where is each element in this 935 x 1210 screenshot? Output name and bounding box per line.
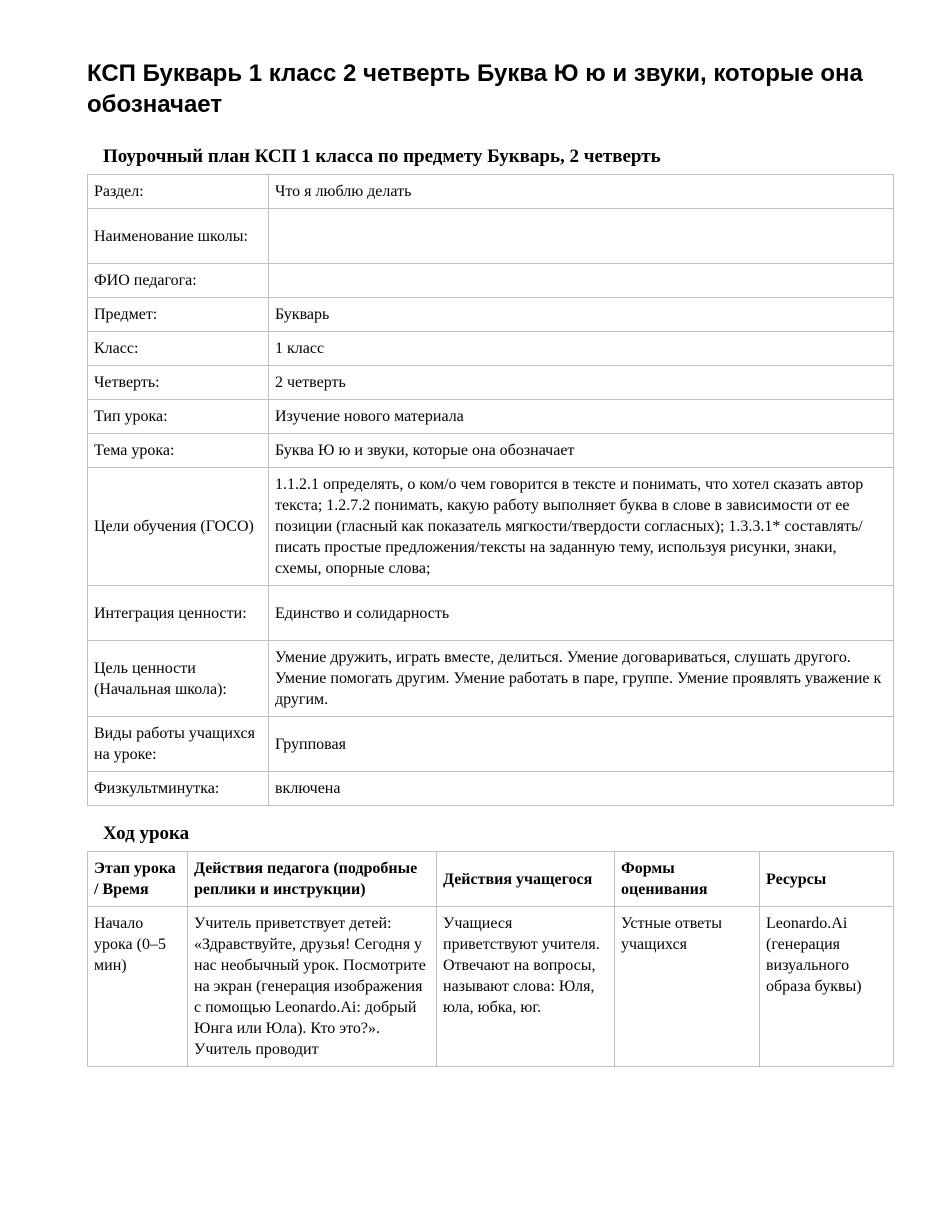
info-label: Виды работы учащихся на уроке: <box>88 717 269 772</box>
table-row <box>88 332 894 366</box>
column-header-stage: Этап урока / Время <box>88 852 188 907</box>
table-row <box>88 434 894 468</box>
table-row <box>88 907 894 1067</box>
info-label: Предмет: <box>88 298 269 332</box>
lesson-info-table <box>87 174 894 806</box>
cell-teacher-actions: Учитель приветствует детей: «Здравствуйте, друзья! Сегодня у нас необычный урок. Посмотрите на экран (генерация изображения с помощью Leonardo.Ai: добрый Юнга или Юла). Кто это?». Учитель проводит <box>188 907 437 1067</box>
table-header-row <box>88 852 894 907</box>
info-value: 1.1.2.1 определять, о ком/о чем говорится в тексте и понимать, что хотел сказать автор текста; 1.2.7.2 понимать, какую работу выполняет буква в слове в зависимости от ее позиции (гласный как показатель мягкости/твердости согласных); 1.3.3.1* составлять/писать простые предложения/тексты на заданную тему, используя рисунки, знаки, схемы, опорные слова; <box>269 468 894 586</box>
info-value: Букварь <box>269 298 894 332</box>
column-header-teacher-actions: Действия педагога (подробные реплики и инструкции) <box>188 852 437 907</box>
table-row <box>88 400 894 434</box>
info-value: Буква Ю ю и звуки, которые она обозначает <box>269 434 894 468</box>
column-header-resources: Ресурсы <box>760 852 894 907</box>
table-row <box>88 264 894 298</box>
info-value: включена <box>269 772 894 806</box>
info-value: Что я люблю делать <box>269 175 894 209</box>
info-label: Тема урока: <box>88 434 269 468</box>
info-value: Умение дружить, играть вместе, делиться. Умение договариваться, слушать другого. Умение помогать другим. Умение работать в паре, группе. Умение проявлять уважение к другим. <box>269 641 894 717</box>
info-value <box>269 209 894 264</box>
column-header-assessment: Формы оценивания <box>615 852 760 907</box>
document-page <box>87 58 893 1067</box>
info-label: Физкультминутка: <box>88 772 269 806</box>
lesson-course-table <box>87 851 894 1067</box>
info-value: 1 класс <box>269 332 894 366</box>
course-heading: Ход урока <box>103 823 190 844</box>
info-label: ФИО педагога: <box>88 264 269 298</box>
document-title: КСП Букварь 1 класс 2 четверть Буква Ю ю и звуки, которые она обозначает <box>87 60 863 118</box>
table-row <box>88 298 894 332</box>
plan-heading: Поурочный план КСП 1 класса по предмету Букварь, 2 четверть <box>103 146 661 167</box>
info-label: Цель ценности (Начальная школа): <box>88 641 269 717</box>
info-label: Четверть: <box>88 366 269 400</box>
info-label: Наименование школы: <box>88 209 269 264</box>
info-label: Тип урока: <box>88 400 269 434</box>
cell-stage: Начало урока (0–5 мин) <box>88 907 188 1067</box>
cell-resources: Leonardo.Ai (генерация визуального образа буквы) <box>760 907 894 1067</box>
info-value: Групповая <box>269 717 894 772</box>
cell-assessment: Устные ответы учащихся <box>615 907 760 1067</box>
info-label: Интеграция ценности: <box>88 586 269 641</box>
info-value: Единство и солидарность <box>269 586 894 641</box>
table-row <box>88 175 894 209</box>
table-row <box>88 366 894 400</box>
table-row <box>88 468 894 586</box>
table-row <box>88 641 894 717</box>
info-label: Класс: <box>88 332 269 366</box>
table-row <box>88 586 894 641</box>
info-value <box>269 264 894 298</box>
info-value: 2 четверть <box>269 366 894 400</box>
cell-student-actions: Учащиеся приветствуют учителя. Отвечают на вопросы, называют слова: Юля, юла, юбка, юг. <box>437 907 615 1067</box>
info-label: Раздел: <box>88 175 269 209</box>
info-label: Цели обучения (ГОСО) <box>88 468 269 586</box>
table-row <box>88 209 894 264</box>
info-value: Изучение нового материала <box>269 400 894 434</box>
table-row <box>88 772 894 806</box>
table-row <box>88 717 894 772</box>
column-header-student-actions: Действия учащегося <box>437 852 615 907</box>
